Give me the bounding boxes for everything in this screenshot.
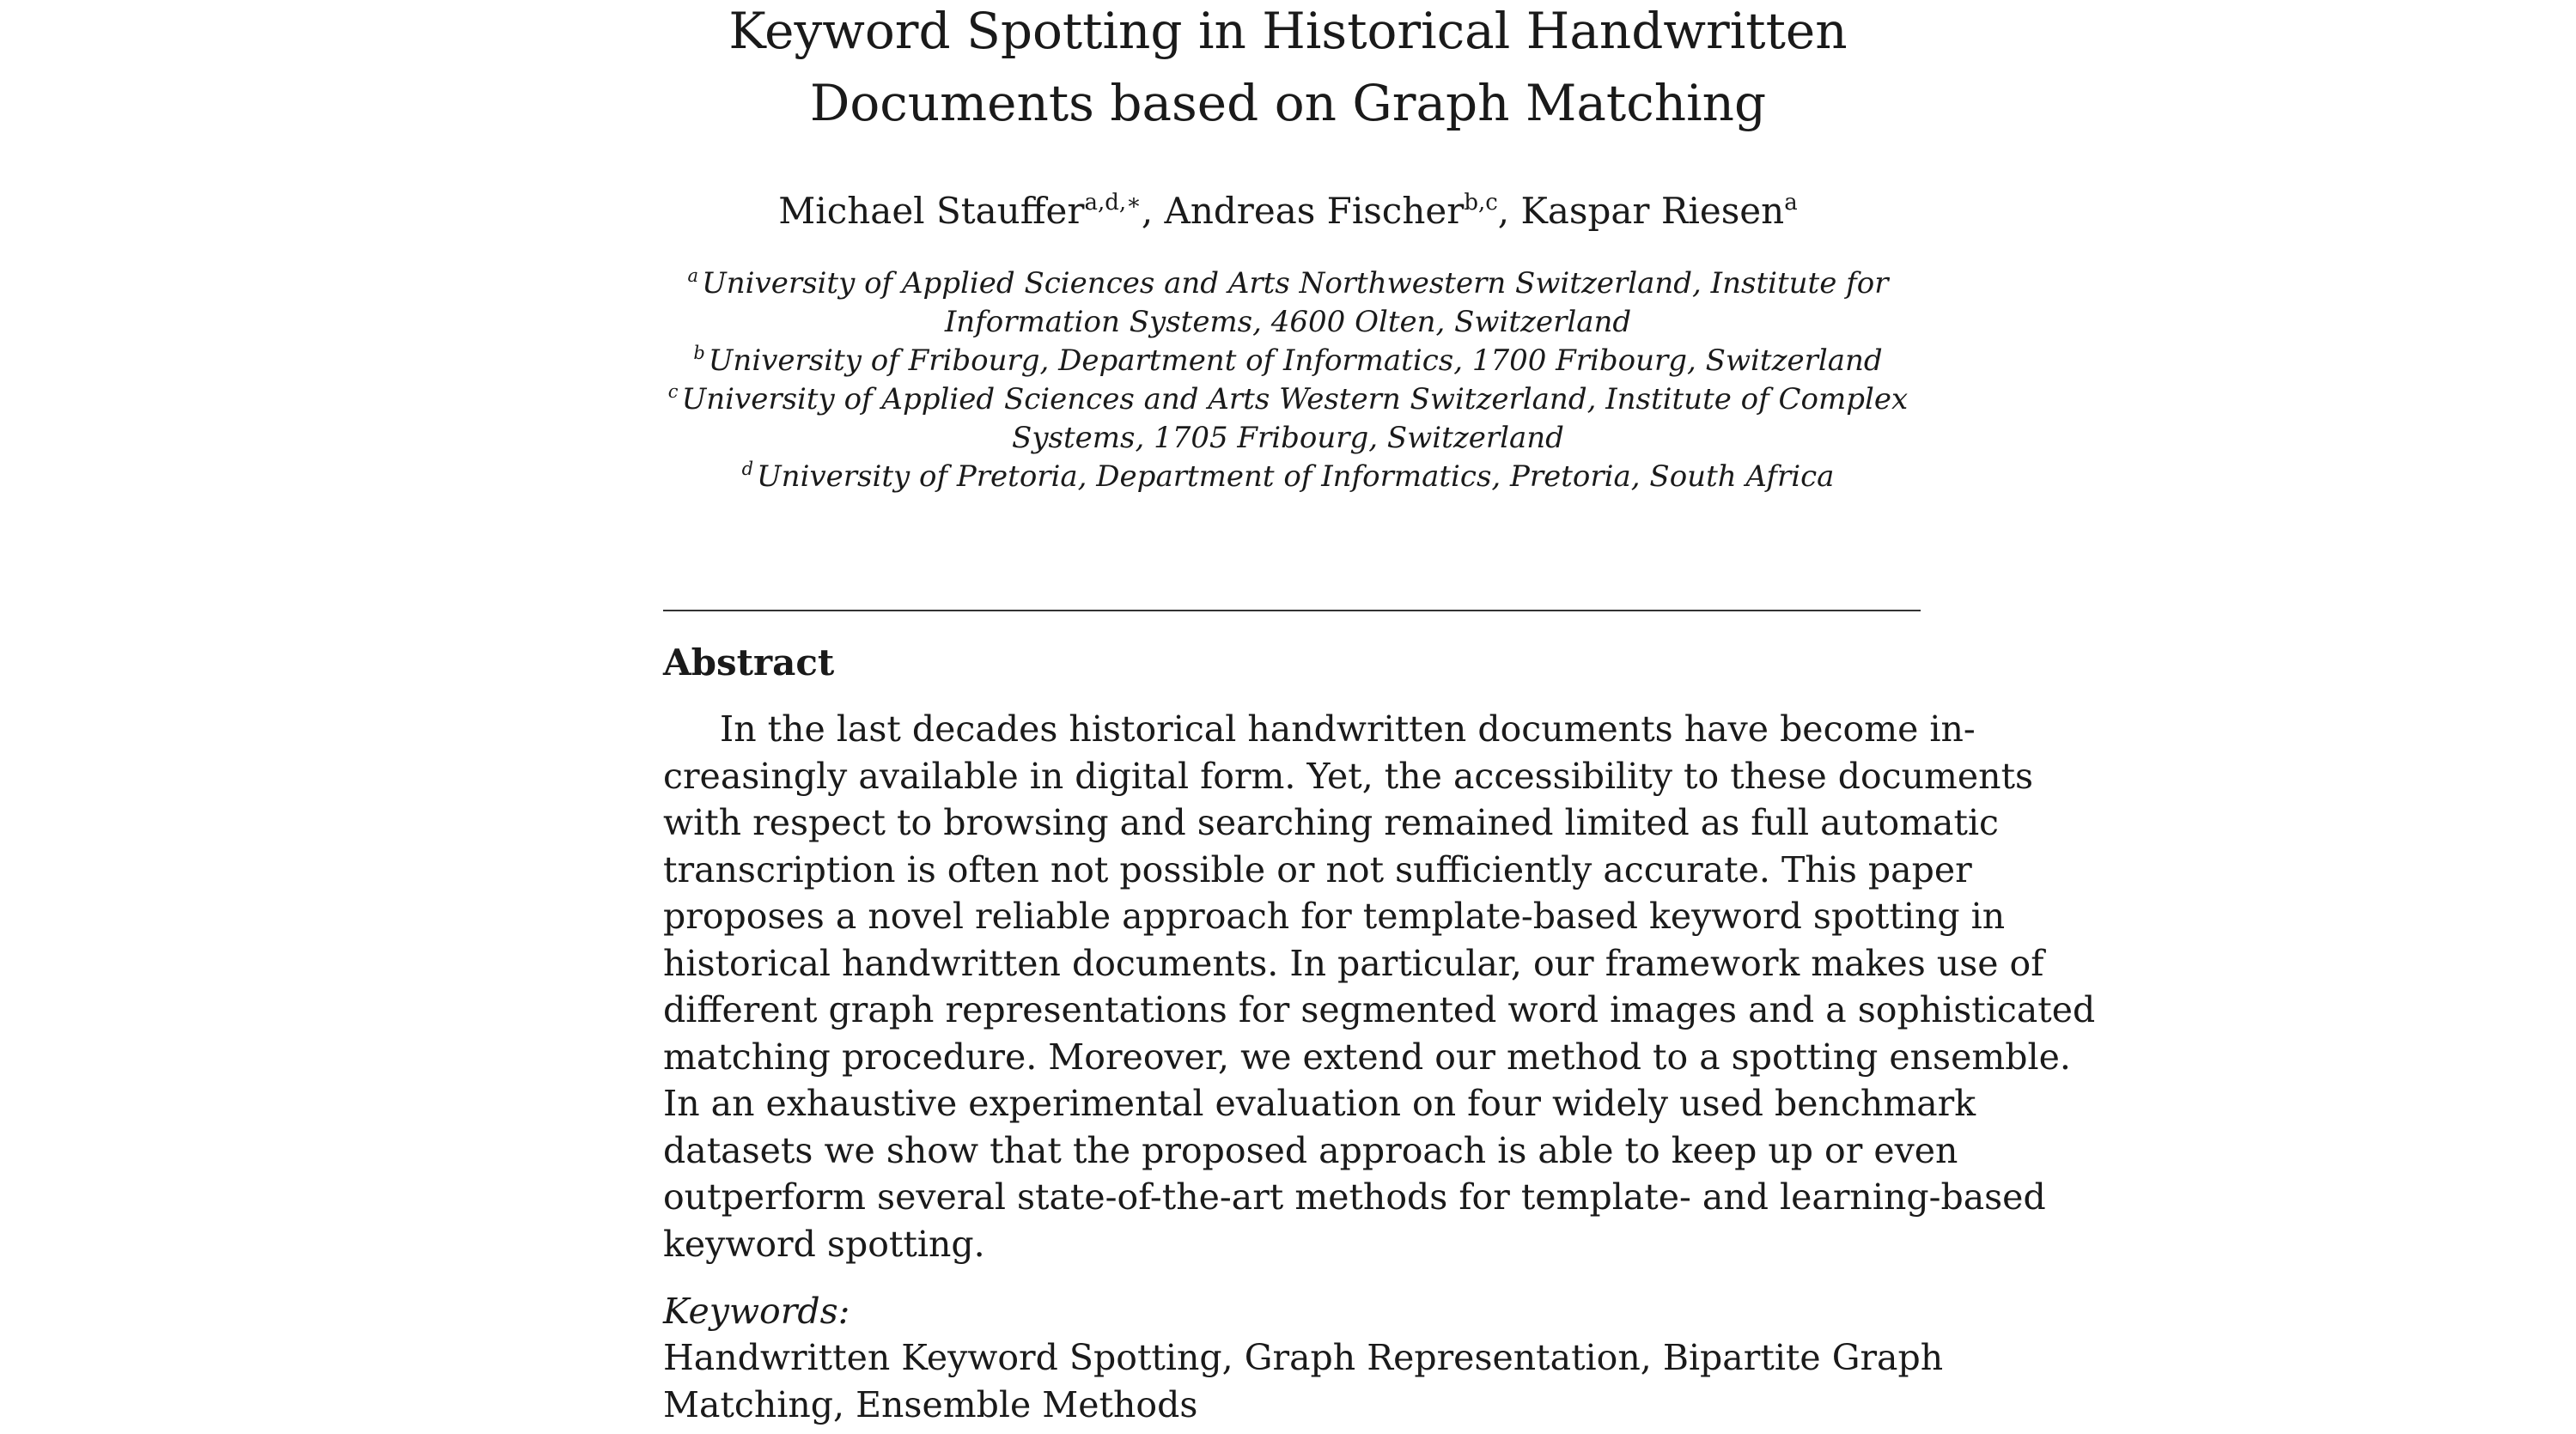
abstract-line: historical handwritten documents. In particular, our framework makes use of [663,942,2044,984]
abstract-line: different graph representations for segmented word images and a sophisticated [663,989,2096,1030]
author-affiliation-marks: a [1784,190,1798,216]
affiliation-list [0,264,2576,496]
author-separator: , [1497,190,1521,232]
abstract-text [663,706,2096,1267]
abstract-line: matching procedure. Moreover, we extend our method to a spotting ensemble. [663,1036,2071,1078]
affiliation-line: Information Systems, 4600 Olten, Switzerland [944,305,1632,339]
section-divider [663,610,1921,611]
affiliation-line [0,458,2576,496]
affiliation-text: University of Applied Sciences and Arts Western Switzerland, Institute of Complex [681,382,1909,416]
abstract-heading: Abstract [663,641,835,684]
abstract-line: transcription is often not possible or not sufficiently accurate. This paper [663,848,1972,890]
keywords-list [663,1334,1944,1428]
affiliation-mark: a [687,265,699,286]
abstract-line: creasingly available in digital form. Yet, the accessibility to these documents [663,755,2034,797]
author-list [0,185,2576,237]
author-name: Kaspar Riesen [1520,190,1785,232]
author-name: Andreas Fischer [1164,190,1465,232]
affiliation-mark: d [741,459,754,479]
affiliation-line: Systems, 1705 Fribourg, Switzerland [1012,421,1564,455]
affiliation-line [0,264,2576,303]
keywords-label: Keywords: [663,1291,850,1332]
abstract-line: keyword spotting. [663,1223,985,1265]
keywords-line: Matching, Ensemble Methods [663,1383,1198,1425]
author-name: Michael Stauffer [778,190,1085,232]
affiliation-text: University of Fribourg, Department of Informatics, 1700 Fribourg, Switzerland [708,343,1883,378]
affiliation-mark: c [667,381,679,402]
affiliation-text: University of Applied Sciences and Arts Northwestern Switzerland, Institute for [702,266,1889,301]
title-line-2: Documents based on Graph Matching [809,74,1767,132]
abstract-line: datasets we show that the proposed approach is able to keep up or even [663,1129,1958,1171]
paper-title [0,0,2576,139]
abstract-line: proposes a novel reliable approach for template-based keyword spotting in [663,896,2006,937]
affiliation-line [0,342,2576,380]
author-separator: , [1141,190,1165,232]
abstract-line: outperform several state-of-the-art methods for template- and learning-based [663,1176,2046,1218]
affiliation-mark: b [693,343,705,363]
author-affiliation-marks: b,c [1464,190,1498,216]
affiliation-text: University of Pretoria, Department of Informatics, Pretoria, South Africa [757,459,1835,494]
abstract-line: In the last decades historical handwritten documents have become in- [720,708,1976,750]
abstract-line: In an exhaustive experimental evaluation on four widely used benchmark [663,1083,1976,1124]
keywords-line: Handwritten Keyword Spotting, Graph Representation, Bipartite Graph [663,1337,1944,1378]
affiliation-line [0,380,2576,419]
abstract-line: with respect to browsing and searching remained limited as full automatic [663,802,2000,843]
author-affiliation-marks: a,d,∗ [1084,190,1142,216]
title-line-1: Keyword Spotting in Historical Handwritten [728,2,1848,60]
